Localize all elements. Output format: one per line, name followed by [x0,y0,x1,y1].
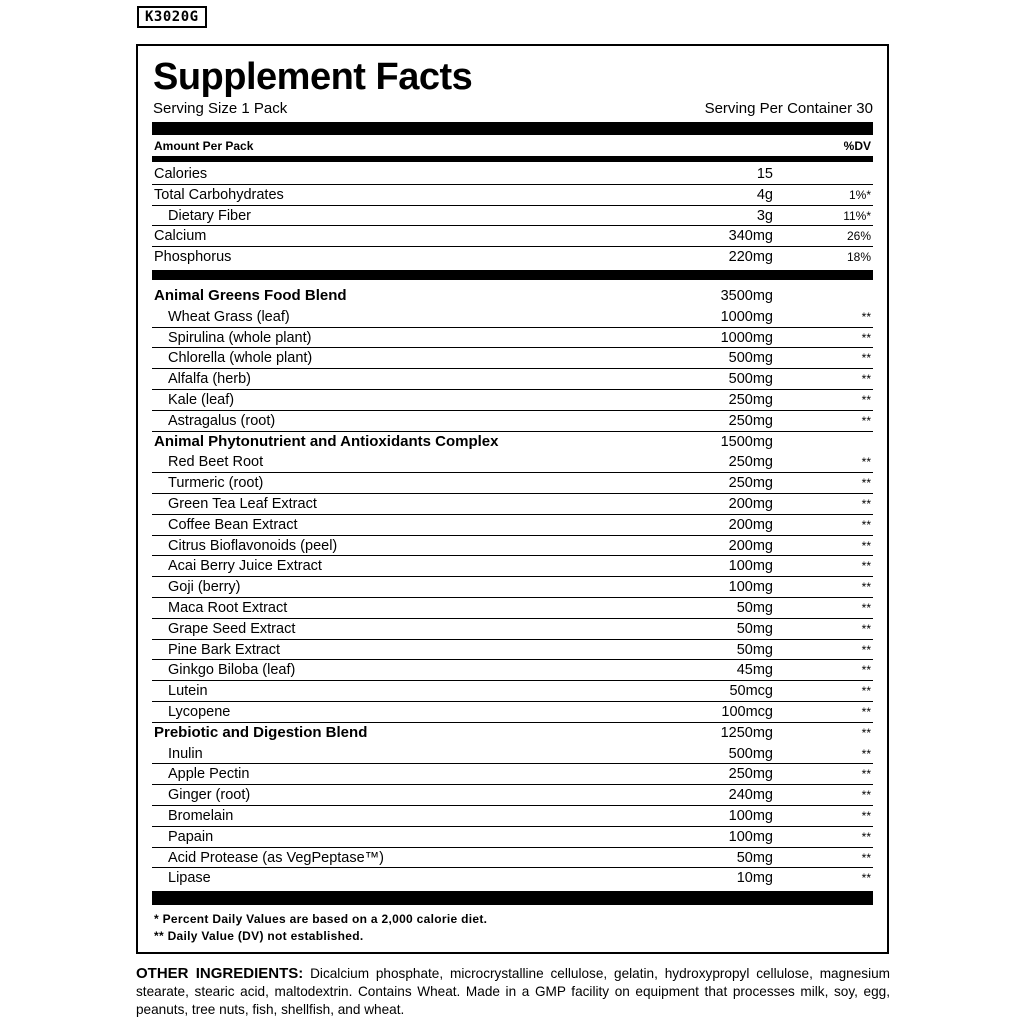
row-name: Spirulina (whole plant) [168,329,312,346]
row-name: Phosphorus [154,249,232,266]
row-dv: ** [861,455,871,470]
row-name: Maca Root Extract [168,599,288,616]
ingredient-row [152,868,873,889]
bottom-thick-divider [152,891,873,905]
row-name: Ginger (root) [168,787,251,804]
nutrient-row [152,206,873,227]
row-dv: ** [861,559,871,574]
row-name: Pine Bark Extract [168,641,281,658]
row-amount: 250mg [728,391,773,408]
row-amount: 1000mg [720,329,773,346]
row-amount: 500mg [728,745,773,762]
row-name: Inulin [168,745,203,762]
row-dv: ** [861,746,871,761]
row-dv: ** [861,725,871,740]
row-amount: 240mg [728,787,773,804]
row-name: Green Tea Leaf Extract [168,495,317,512]
row-dv: ** [861,392,871,407]
row-amount: 4g [756,186,773,203]
row-dv: ** [861,871,871,886]
row-name: Lipase [168,870,211,887]
row-amount: 50mg [736,599,773,616]
row-name: Apple Pectin [168,766,250,783]
row-amount: 3g [756,207,773,224]
row-dv: 1%* [848,187,871,202]
nutrient-row [152,164,873,185]
row-name: Astragalus (root) [168,412,276,429]
servings-per-container: Serving Per Container 30 [704,100,873,117]
row-name: Dietary Fiber [168,207,251,224]
row-amount: 200mg [728,495,773,512]
row-dv: ** [861,684,871,699]
amount-header: Amount Per Pack [154,139,254,153]
dv-header: %DV [843,139,871,153]
row-name: Prebiotic and Digestion Blend [154,723,368,741]
ingredient-row [152,411,873,432]
row-name: Turmeric (root) [168,475,264,492]
ingredient-row [152,473,873,494]
row-dv: ** [861,413,871,428]
ingredient-row [152,848,873,869]
ingredient-row [152,577,873,598]
row-dv: ** [861,351,871,366]
product-code: K3020G [137,6,207,28]
row-amount: 50mg [736,620,773,637]
nutrient-row [152,185,873,206]
row-amount: 100mg [728,558,773,575]
row-amount: 45mg [736,662,773,679]
row-dv: ** [861,704,871,719]
row-dv: ** [861,330,871,345]
row-name: Grape Seed Extract [168,620,296,637]
row-amount: 100mcg [721,703,773,720]
row-amount: 50mg [736,849,773,866]
other-ingredients-text: Dicalcium phosphate, microcrystalline cellulose, gelatin, hydroxypropyl cellulose, magnesium stearate, stearic acid, maltodextrin. Contains Wheat. Made in a GMP facility on equipment that processes milk, soy, egg, peanuts, tree nuts, fish, shellfish, and wheat. [136,966,890,1017]
row-dv: ** [861,829,871,844]
ingredient-row [152,827,873,848]
row-name: Wheat Grass (leaf) [168,308,290,325]
row-name: Kale (leaf) [168,391,235,408]
row-dv: ** [861,496,871,511]
row-dv: ** [861,580,871,595]
nutrient-row [152,247,873,268]
row-name: Total Carbohydrates [154,186,284,203]
row-amount: 15 [756,166,773,182]
ingredient-row [152,619,873,640]
row-amount: 250mg [728,412,773,429]
row-amount: 100mg [728,579,773,596]
ingredient-row [152,328,873,349]
row-dv: ** [861,372,871,387]
row-dv: ** [861,621,871,636]
serving-size: Serving Size 1 Pack [153,100,288,117]
ingredient-row [152,660,873,681]
ingredient-row [152,640,873,661]
row-name: Red Beet Root [168,454,264,471]
row-name: Citrus Bioflavonoids (peel) [168,537,338,554]
ingredient-row [152,744,873,765]
row-amount: 220mg [728,249,773,266]
row-amount: 50mg [736,641,773,658]
row-name: Ginkgo Biloba (leaf) [168,662,296,679]
row-amount: 200mg [728,537,773,554]
row-amount: 3500mg [720,287,773,304]
other-ingredients-label: OTHER INGREDIENTS: [136,965,304,982]
ingredient-row [152,536,873,557]
row-amount: 10mg [736,870,773,887]
row-dv: 18% [846,250,871,265]
row-dv: ** [861,309,871,324]
row-amount: 250mg [728,454,773,471]
ingredient-row [152,369,873,390]
row-name: Goji (berry) [168,579,241,596]
ingredient-row [152,494,873,515]
row-amount: 500mg [728,371,773,388]
row-amount: 1500mg [720,433,773,450]
row-dv: ** [861,850,871,865]
row-name: Calcium [154,228,207,245]
ingredient-row [152,307,873,328]
ingredient-row [152,556,873,577]
blend-header-row [152,286,873,307]
ingredient-row [152,598,873,619]
row-amount: 50mcg [729,683,773,700]
row-name: Animal Phytonutrient and Antioxidants Complex [154,432,499,450]
section-divider [152,270,873,280]
row-amount: 250mg [728,475,773,492]
row-amount: 1250mg [720,724,773,741]
footnote-percent-dv: * Percent Daily Values are based on a 2,000 calorie diet. [154,912,488,926]
row-name: Lutein [168,683,208,700]
ingredient-row [152,348,873,369]
panel-title: Supplement Facts [153,56,473,98]
nutrient-table [152,164,873,889]
ingredient-row [152,785,873,806]
table-header [152,137,873,155]
row-dv: ** [861,788,871,803]
blend-header-row [152,723,873,744]
row-name: Lycopene [168,703,231,720]
row-name: Bromelain [168,807,234,824]
row-amount: 100mg [728,807,773,824]
supplement-facts-panel [136,44,889,954]
row-amount: 340mg [728,228,773,245]
row-name: Chlorella (whole plant) [168,350,313,367]
row-amount: 1000mg [720,308,773,325]
row-dv: ** [861,538,871,553]
blend-header-row [152,432,873,453]
row-name: Coffee Bean Extract [168,516,298,533]
ingredient-row [152,390,873,411]
row-name: Alfalfa (herb) [168,371,252,388]
row-dv: ** [861,767,871,782]
row-name: Animal Greens Food Blend [154,286,347,304]
ingredient-row [152,806,873,827]
row-amount: 250mg [728,766,773,783]
thick-divider [152,122,873,135]
row-amount: 200mg [728,516,773,533]
row-dv: ** [861,808,871,823]
row-dv: ** [861,600,871,615]
ingredient-row [152,515,873,536]
row-dv: 26% [846,229,871,244]
row-amount: 100mg [728,828,773,845]
row-name: Papain [168,828,214,845]
row-name: Calories [154,166,208,182]
row-dv: ** [861,476,871,491]
ingredient-row [152,702,873,723]
row-dv: ** [861,663,871,678]
row-dv: ** [861,642,871,657]
row-name: Acai Berry Juice Extract [168,558,322,575]
ingredient-row [152,452,873,473]
other-ingredients [136,965,890,1019]
row-dv: ** [861,517,871,532]
nutrient-row [152,226,873,247]
ingredient-row [152,681,873,702]
footnote-dv-not-established: ** Daily Value (DV) not established. [154,929,364,943]
row-name: Acid Protease (as VegPeptase™) [168,849,385,866]
row-dv: 11%* [843,208,871,223]
medium-divider [152,156,873,162]
row-amount: 500mg [728,350,773,367]
ingredient-row [152,764,873,785]
